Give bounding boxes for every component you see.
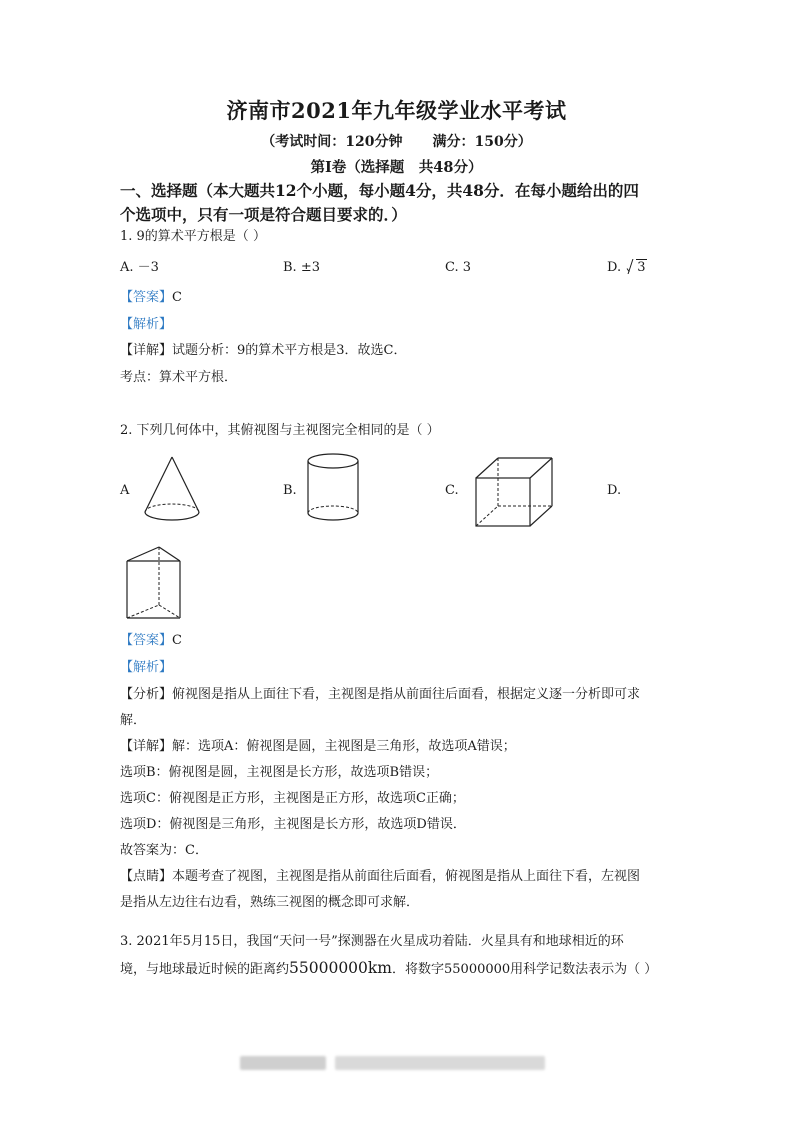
final-answer: 故答案为：C． [120,843,208,858]
q1-stem: 1. 9的算术平方根是（ ） [120,229,266,244]
analysis-tag: 【解析】 [120,660,173,675]
comment-text: 本题考查了视图，主视图是指从前面往后面看，俯视图是指从上面往下看，左视图 [172,869,641,884]
q2-analysis-tag [120,659,172,677]
q3-line-1: 3. 2021年5月15日，我国“天问一号”探测器在火星成功着陆．火星具有和地球相近的环 [120,934,624,949]
exam-score: 满分：150分） [432,134,532,150]
q1-option-d-value: 3 [637,260,646,275]
q1-analysis-tag [120,316,172,334]
q3-stem [120,929,680,983]
sqrt-symbol [627,259,646,277]
exam-title: 济南市2021年九年级学业水平考试 [226,98,567,123]
answer-value: C [172,633,182,648]
q2-option-b-label: B. [283,483,297,498]
q3-distance: 55000000km [289,959,392,977]
answer-tag: 【答案】 [120,290,173,305]
q1-option-d [607,259,647,277]
q1-option-c: C. 3 [445,260,472,275]
detail-tag: 【详解】 [120,343,173,358]
section-line-1: 一、选择题（本大题共12个小题，每小题4分，共48分．在每小题给出的四 [120,181,639,200]
analyze-tag: 【分析】 [120,687,173,702]
q1-option-b: B. ±3 [283,260,320,275]
analyze-line-1 [120,682,680,708]
detail-line-d: 选项D：俯视图是三角形，主视图是长方形，故选项D错误． [120,817,466,832]
q1-detail [120,342,407,360]
footer-watermark-2 [335,1056,545,1070]
q2-answer [120,632,182,650]
q3-line-2 [120,955,680,983]
triangular-prism-figure [125,545,183,621]
comment-line-2: 是指从左边往右边看，熟练三视图的概念即可求解． [120,895,420,910]
cone-figure [140,455,205,527]
answer-value: C [172,290,182,305]
answer-tag: 【答案】 [120,633,173,648]
section-heading [120,179,680,227]
footer-watermark-1 [240,1056,326,1070]
part-title: 第Ⅰ卷（选择题 共48分） [310,159,483,176]
q3-text-a: 境，与地球最近时候的距离约 [120,962,290,977]
comment-tag: 【点睛】 [120,869,173,884]
exam-subtitle [0,131,793,151]
section-line-2: 个选项中，只有一项是符合题目要求的．） [120,205,407,224]
q2-analyze [120,682,680,916]
q1-option-d-label: D. [607,260,622,275]
cylinder-figure [304,452,362,524]
detail-tag: 【详解】 [120,739,173,754]
q2-option-c-label: C. [445,483,459,498]
q3-text-b: ．将数字55000000用科学记数法表示为（ ） [392,962,658,977]
q1-option-a: A. －3 [120,260,159,275]
detail-line-c: 选项C：俯视图是正方形，主视图是正方形，故选项C正确； [120,791,465,806]
detail-line-a [120,734,680,760]
analysis-tag: 【解析】 [120,317,173,332]
exam-time: （考试时间：120分钟 [261,134,403,150]
q1-answer [120,289,182,307]
comment-line-1 [120,864,680,890]
q2-option-d-label: D. [607,483,622,498]
q2-option-a-label: A [120,483,130,498]
q2-stem: 2. 下列几何体中，其俯视图与主视图完全相同的是（ ） [120,423,440,438]
detail-text-a: 解：选项A：俯视图是圆，主视图是三角形，故选项A错误； [172,739,516,754]
cube-figure [474,456,554,528]
detail-text: 试题分析：9的算术平方根是3．故选C． [172,343,407,358]
analyze-text: 俯视图是指从上面往下看，主视图是指从前面往后面看，根据定义逐一分析即可求 [172,687,641,702]
detail-line-b: 选项B：俯视图是圆，主视图是长方形，故选项B错误； [120,765,439,780]
analyze-line-2: 解． [120,713,147,728]
q1-point: 考点：算术平方根． [120,370,238,385]
